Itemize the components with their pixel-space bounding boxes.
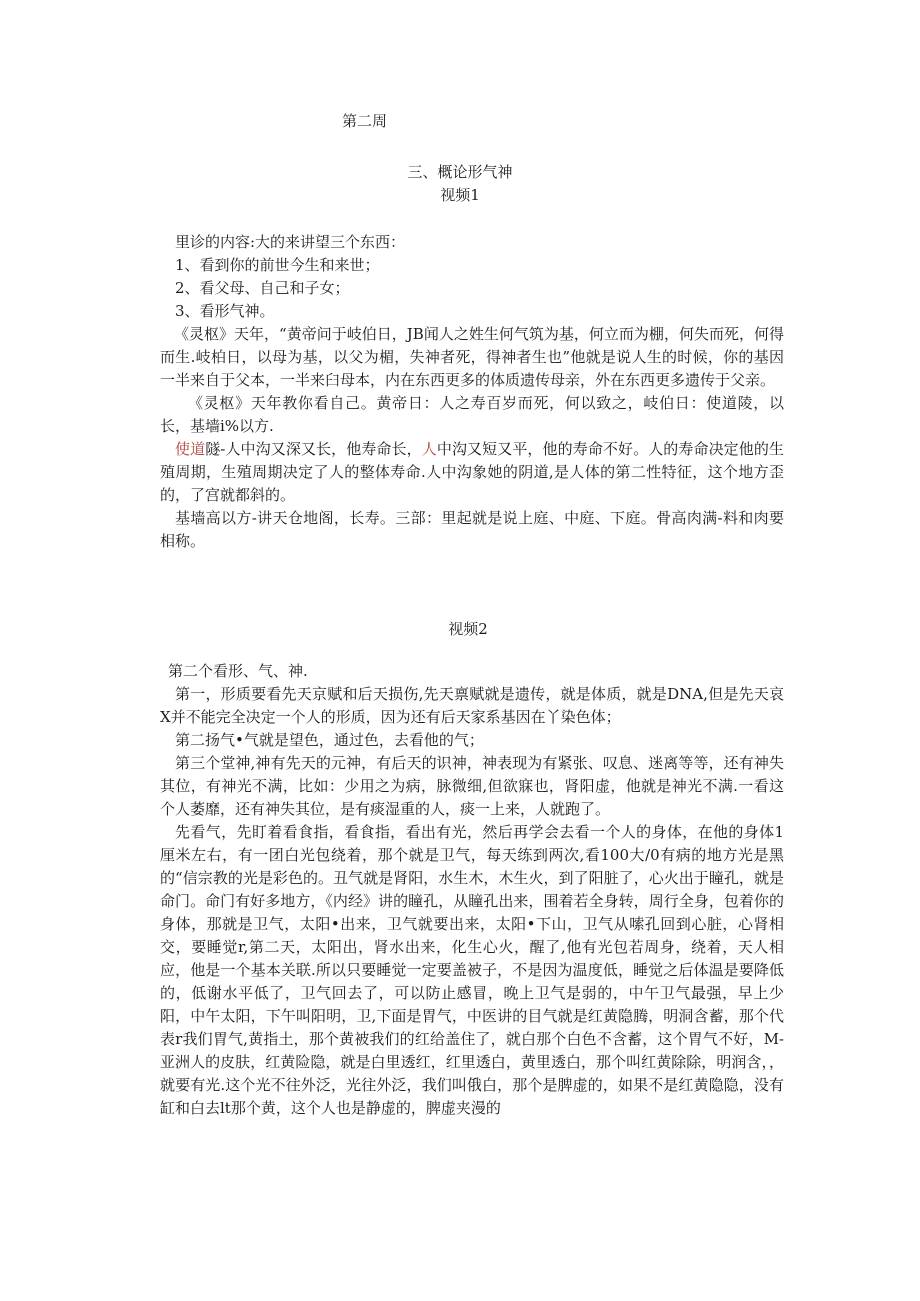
list-item-2: 2、看父母、自己和子女； xyxy=(175,279,350,297)
video2-content xyxy=(160,660,784,1120)
intro-paragraph: 里诊的内容:大的来讲望三个东西： xyxy=(175,233,406,251)
v2-paragraph-2: 第一，形质要看先天京赋和后天损伤,先天禀赋就是遗传，就是体质，就是DNA,但是先天哀X并不能完全决定一个人的形质，因为还有后天家系基因在丫染色体； xyxy=(160,685,784,726)
video1-content xyxy=(160,231,784,553)
section-title: 三、概论形气神 xyxy=(407,163,513,181)
list-item-3: 3、看形气神。 xyxy=(175,302,275,320)
lingshu-paragraph-2: 《灵枢》天年教你看自己。黄帝日：人之寿百岁而死，何以致之，岐伯日：使道陵，以长，基墙i%以方. xyxy=(160,394,784,435)
v2-paragraph-4: 第三个堂神,神有先天的元神，有后天的识神，神表现为有紧张、叹息、迷离等等，还有神失其位，有神光不满，比如：少用之为病，脉微细,但欲寐也，肾阳虚，他就是神光不满.一看这个人萎靡，还有神失其位，是有痰湿重的人，痰一上来，人就跑了。 xyxy=(160,754,784,818)
v2-paragraph-5: 先看气，先盯着看食指，看食指，看出有光，然后再学会去看一个人的身体，在他的身体1厘米左右，有一团白光包绕着，那个就是卫气，每天练到两次,看100大/0有病的地方光是黑的“信宗教的光是彩色的。丑气就是肾阳，水生木，木生火，到了阳脏了，心火出于瞳孔，就是命门。命门有好多地方，《内经》讲的瞳孔，从瞳孔出来，围着若全身转，周行全身，包着你的身体，那就是卫气，太阳•出来，卫气就要出来，太阳•下山，卫气从嗦孔回到心脏，心肾相交，要睡觉r,第二天，太阳出，肾水出来，化生心火，醒了,他有光包若周身，绕着，天人相应，他是一个基本关联.所以只要睡觉一定要盖被子，不是因为温度低，睡觉之后体温是要降低的，低谢水平低了，卫气回去了，可以防止感冒，晚上卫气是弱的，中午卫气最强，早上少阳，中午太阳，下午叫阳明，卫,下面是胃气，中医讲的目气就是红黄隐腾，明洞含蓄，那个代表r我们胃气,黄指土，那个黄被我们的红给盖住了，就白那个白色不含蓄，这个胃气不好，M-亚洲人的皮肤，红黄险隐，就是白里透红，红里透白，黄里透白，那个叫红黄除除，明润含，，就要有光.这个光不往外泛，光往外泛，我们叫俄白，那个是脾虚的，如果不是红黄隐隐，没有缸和白去lt那个黄，这个人也是静虚的，脾虚夹漫的 xyxy=(160,823,784,1117)
week-label: 第二周 xyxy=(342,112,388,130)
shidao-text-1: 隧-人中沟又深又长，他寿命长， xyxy=(205,440,422,458)
video1-heading: 视频1 xyxy=(440,186,480,204)
v2-paragraph-1: 第二个看形、气、神. xyxy=(168,662,308,680)
video2-heading: 视频2 xyxy=(448,620,488,638)
highlight-shidao: 使道 xyxy=(175,440,206,458)
shidao-text-2: 中沟又短又平，他的寿命不好。人的寿命决定他的生殖周期，生殖周期决定了人的整体寿命.人中沟象她的阴道,是人体的第二性特征，这个地方歪的，了宫就都斜的。 xyxy=(160,440,784,504)
list-item-1: 1、看到你的前世今生和来世； xyxy=(175,256,380,274)
lingshu-paragraph-1: 《灵枢》天年，“黄帝问于岐伯日，JB闻人之姓生何气筑为基，何立而为棚，何失而死，何得而生.岐柏日，以母为基，以父为楣，失神者死，得神者生也”他就是说人生的时候，你的基因一半来自于父本，一半来臼母本，内在东西更多的体质遗传母亲，外在东西更多遗传于父亲。 xyxy=(160,325,784,389)
jiqiang-paragraph: 基墙高以方-讲天仓地阁，长寿。三部：里起就是说上庭、中庭、下庭。骨高肉满-料和肉要相称。 xyxy=(160,509,784,550)
highlight-ren: 人 xyxy=(421,440,437,458)
v2-paragraph-3: 第二扬气•气就是望色，通过色，去看他的气； xyxy=(175,731,484,749)
shidao-paragraph xyxy=(160,438,784,507)
